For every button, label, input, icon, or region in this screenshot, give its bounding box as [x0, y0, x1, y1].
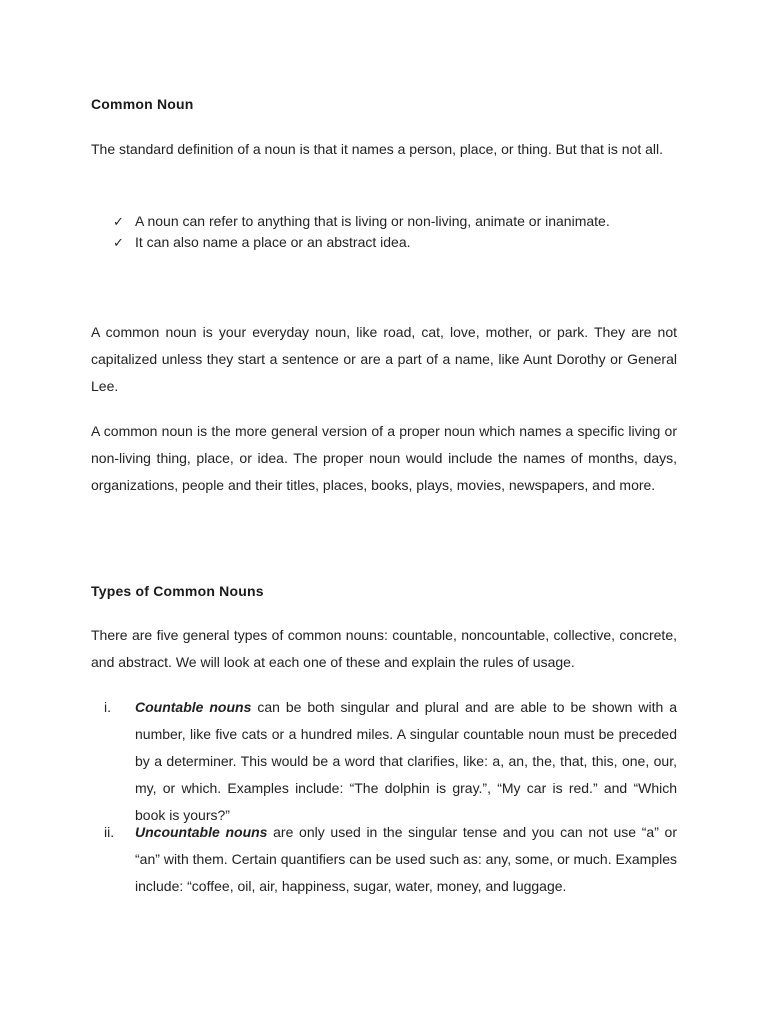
checklist [113, 211, 610, 253]
list-item-body [135, 694, 677, 829]
checklist-item [113, 232, 610, 253]
term-countable-nouns: Countable nouns [135, 699, 252, 715]
list-marker: i. [104, 699, 111, 715]
heading-types-of-common-nouns: Types of Common Nouns [91, 583, 264, 599]
types-intro-paragraph: There are five general types of common nouns: countable, noncountable, collective, concrete, and abstract. We will look at each one of these and explain the rules of usage. [91, 627, 677, 670]
intro-paragraph: The standard definition of a noun is that it names a person, place, or thing. But that is not all. [91, 141, 664, 157]
checklist-item-text: A noun can refer to anything that is living or non-living, animate or inanimate. [135, 213, 610, 229]
check-icon: ✓ [113, 214, 124, 229]
checklist-item [113, 211, 610, 232]
heading-common-noun: Common Noun [91, 96, 194, 112]
list-item-body [135, 819, 677, 900]
list-item-text: can be both singular and plural and are able to be shown with a number, like five cats or a hundred miles. A singular countable noun must be preceded by a determiner. This would be a word that clarifies, like: a, an, the, that, this, one, our, my, or which. Examples include: “The dolphin is gray.”, “My car is red.” and “Which book is yours?” [135, 699, 677, 823]
list-item-text: are only used in the singular tense and you can not use “a” or “an” with them. Certain quantifiers can be used such as: any, some, or much. Examples include: “coffee, oil, air, happiness, sugar, water, money, and luggage. [135, 824, 677, 894]
everyday-noun-paragraph: A common noun is your everyday noun, like road, cat, love, mother, or park. They are not capitalized unless they start a sentence or are a part of a name, like Aunt Dorothy or General Lee. [91, 324, 677, 394]
checklist-item-text: It can also name a place or an abstract idea. [135, 234, 411, 250]
proper-noun-paragraph: A common noun is the more general version of a proper noun which names a specific living or non-living thing, place, or idea. The proper noun would include the names of months, days, organizations, people and their titles, places, books, plays, movies, newspapers, and more. [91, 423, 677, 493]
check-icon: ✓ [113, 235, 124, 250]
term-uncountable-nouns: Uncountable nouns [135, 824, 268, 840]
list-marker: ii. [104, 824, 115, 840]
